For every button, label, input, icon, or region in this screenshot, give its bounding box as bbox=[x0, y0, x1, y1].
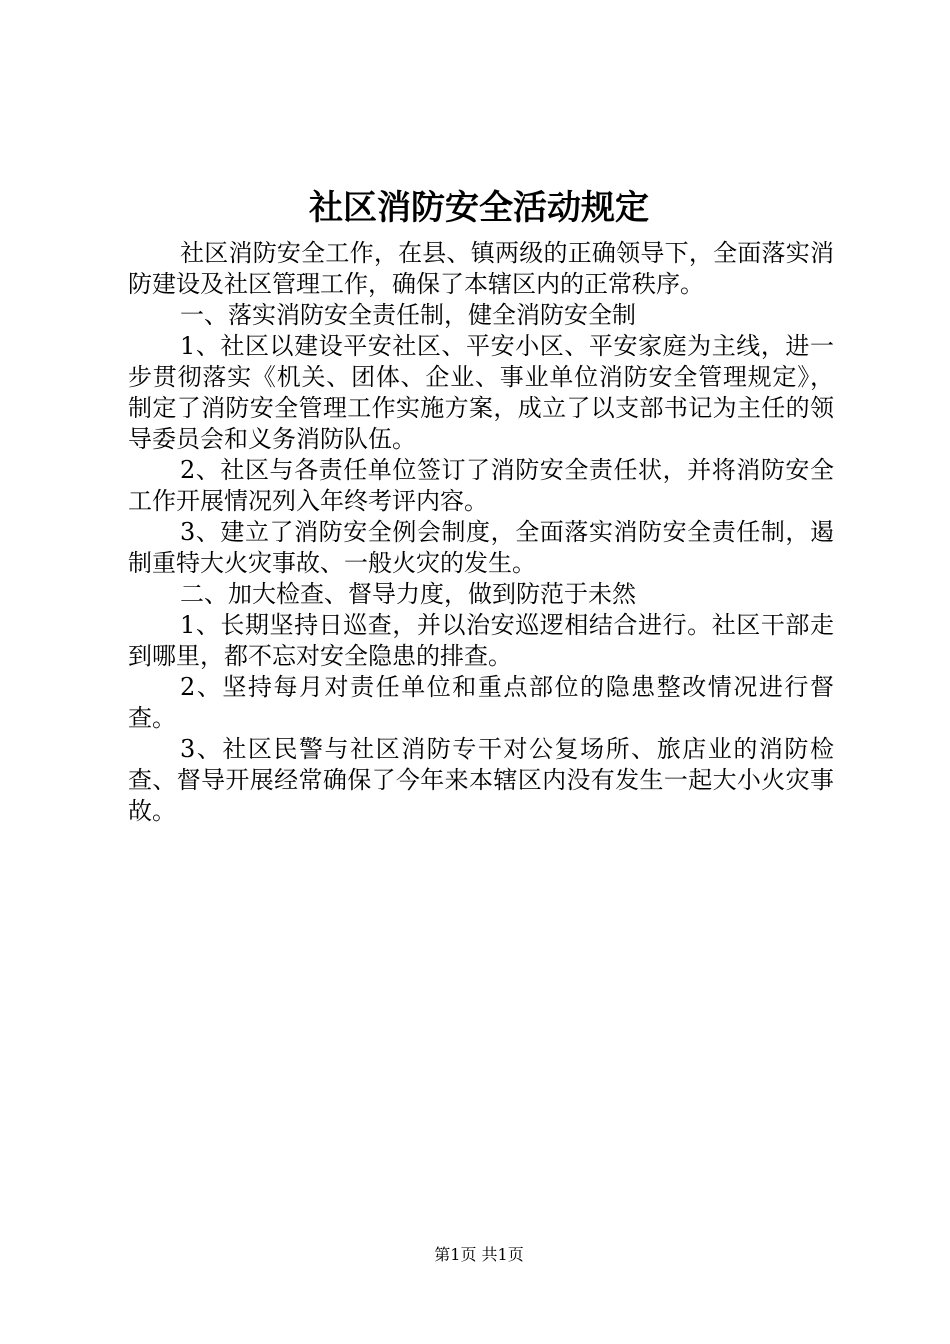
page-number-label: 第1页 共1页 bbox=[434, 1245, 524, 1264]
paragraph-2-1: 1、长期坚持日巡查，并以治安巡逻相结合进行。社区干部走到哪里，都不忘对安全隐患的排查。 bbox=[128, 611, 834, 670]
paragraph-intro: 社区消防安全工作，在县、镇两级的正确领导下，全面落实消防建设及社区管理工作，确保了本辖区内的正常秩序。 bbox=[128, 239, 834, 298]
page-footer bbox=[0, 1244, 950, 1266]
paragraph-2-3: 3、社区民警与社区消防专干对公复场所、旅店业的消防检查、督导开展经常确保了今年来本辖区内没有发生一起大小火灾事故。 bbox=[128, 735, 834, 825]
paragraph-2-2: 2、坚持每月对责任单位和重点部位的隐患整改情况进行督查。 bbox=[128, 673, 834, 732]
paragraph-1-2: 2、社区与各责任单位签订了消防安全责任状，并将消防安全工作开展情况列入年终考评内容。 bbox=[128, 456, 834, 515]
paragraph-1-3: 3、建立了消防安全例会制度，全面落实消防安全责任制，遏制重特大火灾事故、一般火灾的发生。 bbox=[128, 518, 834, 577]
paragraph-1-1: 1、社区以建设平安社区、平安小区、平安家庭为主线，进一步贯彻落实《机关、团体、企业、事业单位消防安全管理规定》，制定了消防安全管理工作实施方案，成立了以支部书记为主任的领导委员会和义务消防队伍。 bbox=[128, 332, 834, 453]
document-body bbox=[128, 238, 834, 827]
document-title: 社区消防安全活动规定 bbox=[309, 188, 649, 228]
section-heading-2: 二、加大检查、督导力度，做到防范于未然 bbox=[180, 580, 636, 608]
section-heading-1: 一、落实消防安全责任制，健全消防安全制 bbox=[180, 301, 636, 329]
